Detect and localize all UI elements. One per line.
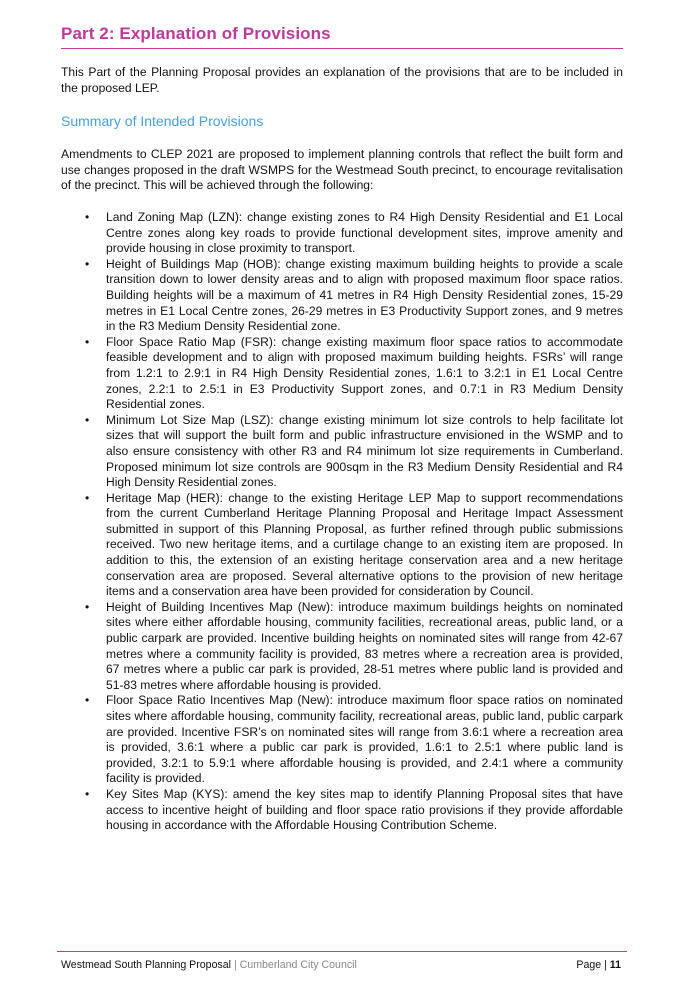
- list-item: [85, 786, 623, 834]
- intro-paragraph: This Part of the Planning Proposal provides an explanation of the provisions that are to be included in the proposed LEP.: [61, 65, 623, 95]
- list-item-text: Minimum Lot Size Map (LSZ): change existing minimum lot size controls to help facilitate lot sizes that will support the built form and public infrastructure envisioned in the WSMP and to also ensure consistency with other R3 and R4 minimum lot size requirements in Cumberland. Proposed minimum lot size controls are 900sqm in the R3 Medium Density Residential and R4 High Density Residential zones.: [106, 412, 623, 490]
- list-item: [85, 412, 623, 491]
- list-item-text: Heritage Map (HER): change to the existing Heritage LEP Map to support recommendations from the current Cumberland Heritage Planning Proposal and Heritage Impact Assessment submitted in support of this Planning Proposal, as further refined through public submissions received. Two new heritage items, and a curtilage change to an existing item are proposed. In addition to this, the extension of an existing heritage conservation area and a new heritage conservation area are proposed. Several alternative options to the provision of new heritage items and a conservation area have been provided for consideration by Council.: [106, 490, 623, 599]
- page-number: 11: [609, 959, 621, 971]
- list-item-text: Key Sites Map (KYS): amend the key sites map to identify Planning Proposal sites that have access to incentive height of building and floor space ratio provisions if they provide affordable housing in accordance with the Affordable Housing Contribution Scheme.: [106, 786, 623, 833]
- bullet-icon: •: [85, 786, 90, 801]
- part-title: Part 2: Explanation of Provisions: [61, 24, 623, 49]
- list-item-text: Land Zoning Map (LZN): change existing zones to R4 High Density Residential and E1 Local Centre zones along key roads to provide functional development sites, improve amenity and provide housing in close proximity to transport.: [106, 210, 623, 256]
- footer-separator: |: [233, 959, 237, 971]
- list-item: [85, 693, 623, 787]
- list-item-text: Height of Buildings Map (HOB): change existing maximum building heights to provide a scale transition down to lower density areas and to align with proposed maximum floor space ratios. Building heights will be a maximum of 41 metres in R4 High Density Residential zones, 15-29 metres in E1 Local Centre zones, 26-29 metres in E3 Productivity Support zones, and 9 metres in the R3 Medium Density Residential zone.: [106, 256, 623, 334]
- bullet-icon: •: [85, 334, 90, 349]
- page-label: Page |: [576, 959, 607, 971]
- list-item: [85, 210, 623, 257]
- bullet-icon: •: [85, 210, 90, 224]
- bullet-icon: •: [85, 490, 90, 505]
- footer-council: Cumberland City Council: [239, 959, 357, 971]
- list-item-text: Floor Space Ratio Map (FSR): change existing maximum floor space ratios to accommodate feasible development and to align with proposed maximum building heights. FSRs’ will range from 1.2:1 to 2.9:1 in R4 High Density Residential zones, 1.6:1 to 3.2:1 in E1 Local Centre zones, 2.2:1 to 2.5:1 in E3 Productivity Support zones, and 0.7:1 in R3 Medium Density Residential zones.: [106, 334, 623, 412]
- list-item-text: Height of Building Incentives Map (New): introduce maximum buildings heights on nominated sites where either affordable housing, community facilities, recreational areas, public land, or a public carpark are provided. Incentive building heights on nominated sites will range from 42-67 metres where a community facility is provided, 83 metres where a recreation area is provided, 67 metres where a public car park is provided, 28-51 metres where public land is provided and 51-83 metres where affordable housing is provided.: [106, 599, 623, 692]
- footer-document-title: [61, 959, 357, 971]
- bullet-icon: •: [85, 412, 90, 427]
- list-item: [85, 490, 623, 600]
- footer-title: Westmead South Planning Proposal: [61, 959, 231, 971]
- list-item-text: Floor Space Ratio Incentives Map (New): introduce maximum floor space ratios on nominated sites where affordable housing, community facility, recreational areas, public land, public carpark are provided. Incentive FSR’s on nominated sites will range from 3.6:1 where a recreation area is provided, 3.6:1 where a public car park is provided, 1.6:1 to 2.5:1 where public land is provided, 3.2:1 to 5.9:1 where affordable housing is provided, and 2.4:1 where a community facility is provided.: [106, 693, 623, 786]
- section-subheading: Summary of Intended Provisions: [61, 113, 264, 129]
- bullet-icon: •: [85, 693, 90, 708]
- provisions-list: [85, 210, 623, 834]
- list-item: [85, 599, 623, 694]
- bullet-icon: •: [85, 256, 90, 271]
- body-paragraph: Amendments to CLEP 2021 are proposed to implement planning controls that reflect the built form and use changes proposed in the draft WSMPS for the Westmead South precinct, to encourage revitalisation of the precinct. This will be achieved through the following:: [61, 147, 623, 193]
- bullet-icon: •: [85, 599, 90, 614]
- list-item: [85, 334, 623, 413]
- list-item: [85, 256, 623, 335]
- footer-page-number: [576, 959, 621, 971]
- footer-divider: [57, 951, 627, 952]
